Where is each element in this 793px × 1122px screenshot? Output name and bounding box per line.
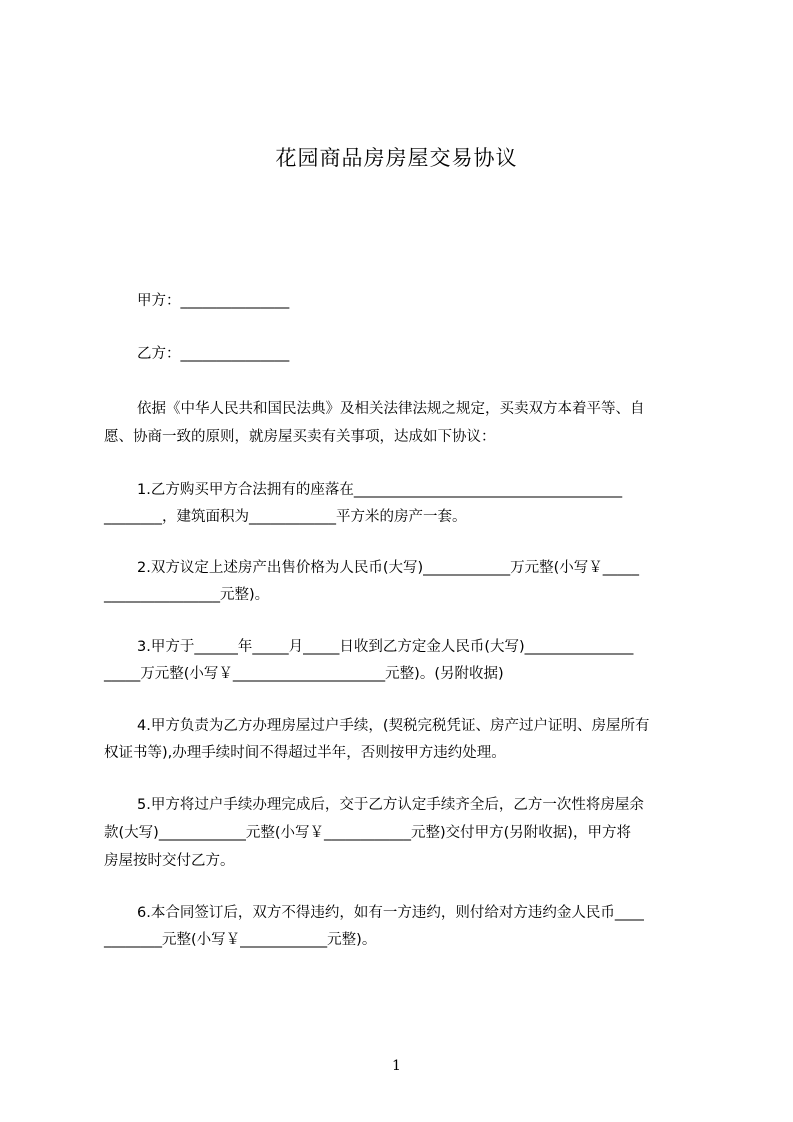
clause-3-line-1: 3.甲方于______年_____月_____日收到乙方定金人民币(大写)_______________ [137,639,634,655]
clause-3-line-2: _____万元整(小写￥_____________________元整)。(另附收据) [104,666,504,682]
clause-6-line-1: 6.本合同签订后，双方不得违约，如有一方违约，则付给对方违约金人民币____ [137,905,644,921]
clause-6-line-2: ________元整(小写￥____________元整)。 [104,932,377,948]
clause-5-line-3: 房屋按时交付乙方。 [104,853,235,869]
party-b-line: 乙方：_______________ [137,346,290,362]
page-number: 1 [392,1058,401,1074]
preamble-line-2: 愿、协商一致的原则，就房屋买卖有关事项，达成如下协议： [104,429,496,445]
clause-2-line-1: 2.双方议定上述房产出售价格为人民币(大写)____________万元整(小写￥_____ [137,560,640,576]
document-title: 花园商品房房屋交易协议 [275,146,518,170]
clause-1-line-2: ________，建筑面积为____________平方米的房产一套。 [104,509,467,525]
clause-5-line-1: 5.甲方将过户手续办理完成后，交于乙方认定手续齐全后，乙方一次性将房屋余 [137,797,644,813]
clause-4-line-1: 4.甲方负责为乙方办理房屋过户手续，(契税完税凭证、房产过户证明、房屋所有 [137,718,650,734]
clause-5-line-2: 款(大写)____________元整(小写￥____________元整)交付甲方(另附收据)，甲方将 [104,825,631,841]
preamble-line-1: 依据《中华人民共和国民法典》及相关法律法规之规定，买卖双方本着平等、自 [137,401,645,417]
clause-1-line-1: 1.乙方购买甲方合法拥有的座落在_____________________________________ [137,482,623,498]
clause-2-line-2: ________________元整)。 [104,587,270,603]
clause-4-line-2: 权证书等),办理手续时间不得超过半年，否则按甲方违约处理。 [104,745,506,761]
party-a-line: 甲方：_______________ [137,293,290,309]
